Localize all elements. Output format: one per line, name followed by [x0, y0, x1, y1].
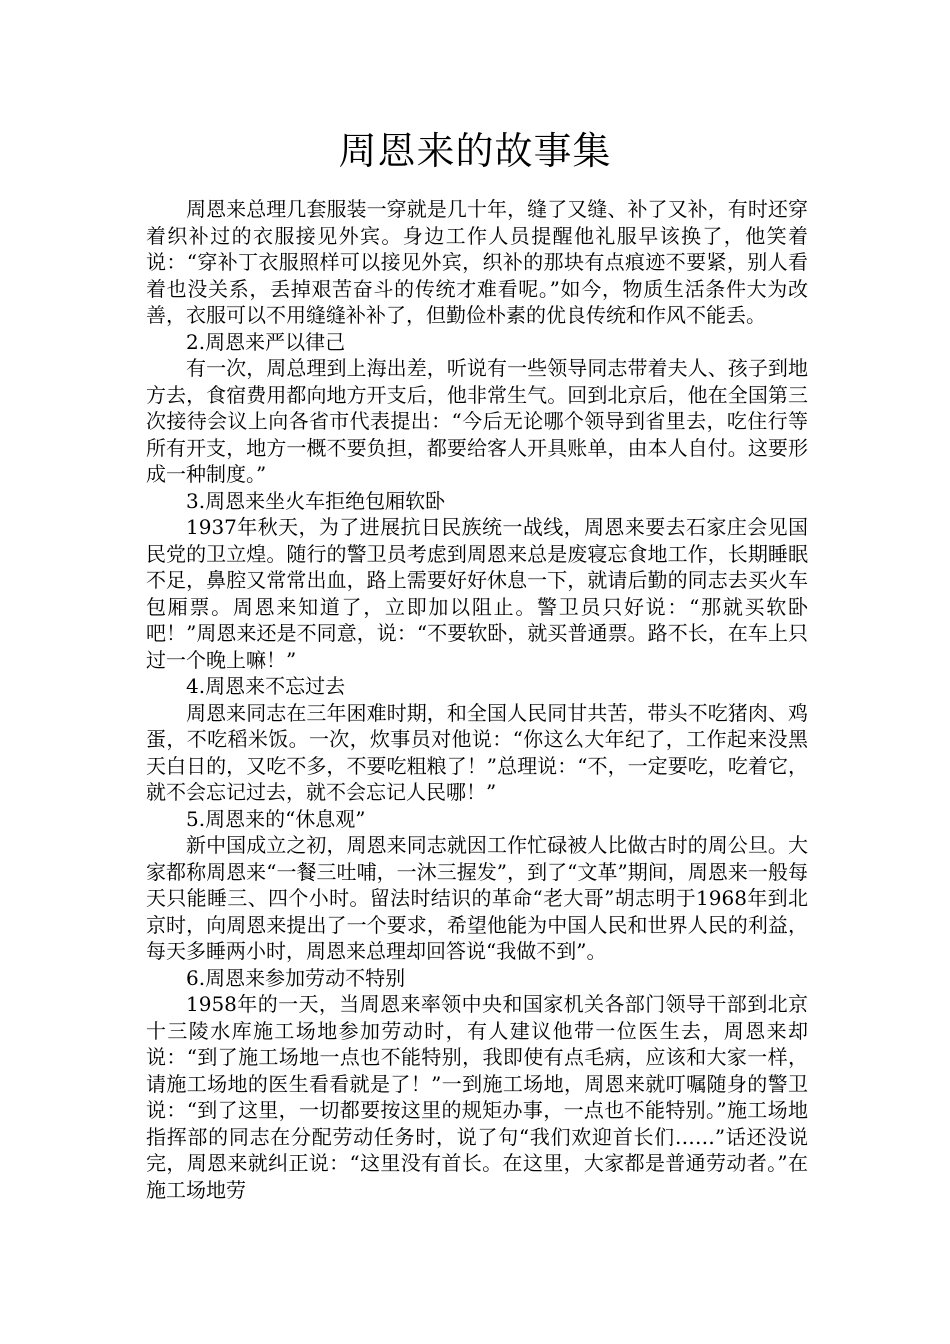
section-heading-5: 5.周恩来的“休息观” — [186, 806, 366, 831]
paragraph-4: 周恩来同志在三年困难时期，和全国人民同甘共苦，带头不吃猪肉、鸡蛋，不吃稻米饭。一次，炊事员对他说：“你这么大年纪了，工作起来没黑天白日的，又吃不多，不要吃粗粮了！”总理说：“不，一定要吃，吃着它，就不会忘记过去，就不会忘记人民哪！” — [146, 700, 808, 804]
section-heading-4: 4.周恩来不忘过去 — [186, 674, 346, 698]
document-body — [146, 196, 808, 1203]
section-heading-6: 6.周恩来参加劳动不特别 — [186, 965, 406, 990]
paragraph-intro: 周恩来总理几套服装一穿就是几十年，缝了又缝、补了又补，有时还穿着织补过的衣服接见外宾。身边工作人员提醒他礼服早该换了，他笑着说：“穿补丁衣服照样可以接见外宾，织补的那块有点痕迹不要紧，别人看着也没关系，丢掉艰苦奋斗的传统才难看呢。”如今，物质生活条件大为改善，衣服可以不用缝缝补补了，但勤俭朴素的优良传统和作风不能丢。 — [146, 197, 808, 327]
paragraph-2: 有一次，周总理到上海出差，听说有一些领导同志带着夫人、孩子到地方去，食宿费用都向地方开支后，他非常生气。回到北京后，他在全国第三次接待会议上向各省市代表提出：“今后无论哪个领导到省里去，吃住行等所有开支，地方一概不要负担，都要给客人开具账单，由本人自付。这要形成一种制度。” — [146, 356, 808, 486]
paragraph-5: 新中国成立之初，周恩来同志就因工作忙碌被人比做古时的周公旦。大家都称周恩来“一餐三吐哺，一沐三握发”，到了“文革”期间，周恩来一般每天只能睡三、四个小时。留法时结识的革命“老大哥”胡志明于1968年到北京时，向周恩来提出了一个要求，希望他能为中国人民和世界人民的利益，每天多睡两小时，周恩来总理却回答说“我做不到”。 — [146, 833, 808, 963]
document-title: 周恩来的故事集 — [338, 129, 612, 173]
paragraph-6: 1958年的一天，当周恩来率领中央和国家机关各部门领导干部到北京十三陵水库施工场地参加劳动时，有人建议他带一位医生去，周恩来却说：“到了施工场地一点也不能特别，我即使有点毛病，应该和大家一样，请施工场地的医生看看就是了！”一到施工场地，周恩来就叮嘱随身的警卫说：“到了这里，一切都要按这里的规矩办事，一点也不能特别。”施工场地指挥部的同志在分配劳动任务时，说了句“我们欢迎首长们……”话还没说完，周恩来就纠正说：“这里没有首长。在这里，大家都是普通劳动者。”在施工场地劳 — [146, 992, 808, 1202]
section-heading-3: 3.周恩来坐火车拒绝包厢软卧 — [186, 488, 446, 513]
paragraph-3: 1937年秋天，为了进展抗日民族统一战线，周恩来要去石家庄会见国民党的卫立煌。随行的警卫员考虑到周恩来总是废寝忘食地工作，长期睡眠不足，鼻腔又常常出血，路上需要好好休息一下，就请后勤的同志去买火车包厢票。周恩来知道了，立即加以阻止。警卫员只好说：“那就买软卧吧！”周恩来还是不同意，说：“不要软卧，就买普通票。路不长，在车上只过一个晚上嘛！” — [146, 515, 808, 672]
section-heading-2: 2.周恩来严以律己 — [186, 329, 346, 354]
